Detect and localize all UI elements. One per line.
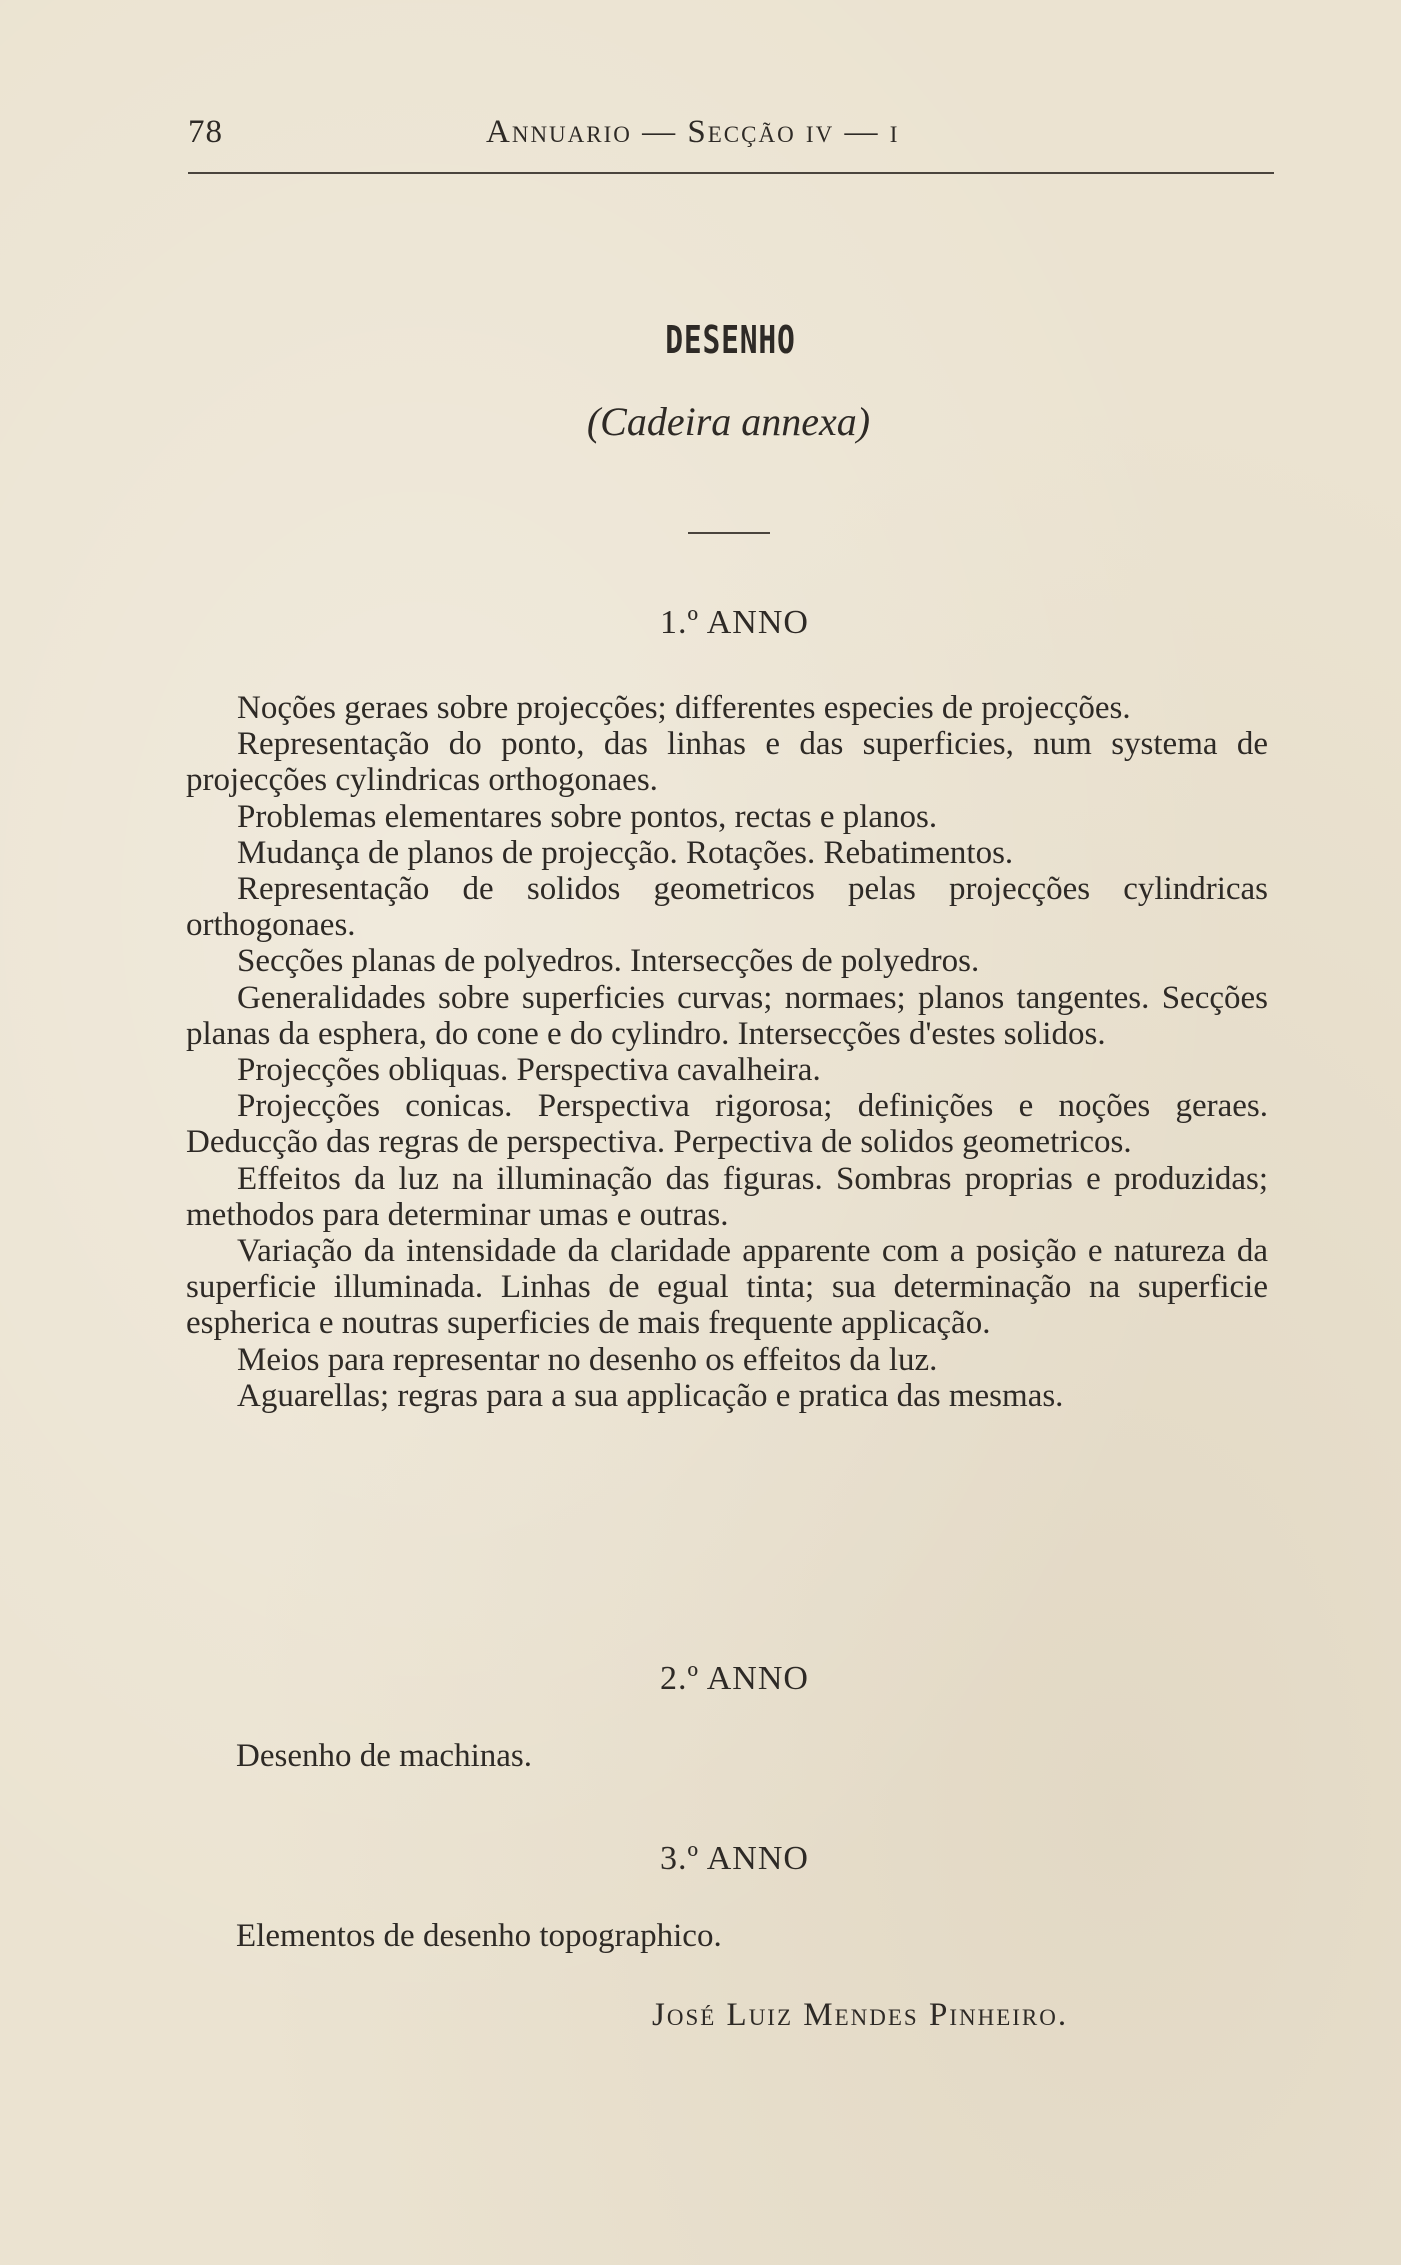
paragraph: Projecções conicas. Perspectiva rigorosa; definições e noções geraes. Deducção das regras de perspectiva. Perpectiva de solidos geometricos. [186,1088,1268,1161]
page-subtitle: (Cadeira annexa) [586,399,871,444]
running-head: Annuario — Secção iv — i [486,114,900,150]
paragraph: Projecções obliquas. Perspectiva cavalheira. [237,1052,821,1089]
header-rule [188,172,1274,174]
page-header [188,108,1274,168]
author-signature: José Luiz Mendes Pinheiro. [652,1997,1069,2033]
year-1-syllabus [186,690,1268,1414]
paragraph: Secções planas de polyedros. Intersecções de polyedros. [237,943,980,980]
paragraph: Aguarellas; regras para a sua applicação e pratica das mesmas. [237,1377,1064,1414]
paragraph: Generalidades sobre superficies curvas; normaes; planos tangentes. Secções planas da esphera, do cone e do cylindro. Intersecções d'estes solidos. [186,979,1268,1052]
year-heading-2: 2.º ANNO [660,1660,809,1697]
section-divider [688,532,770,534]
paragraph: Representação do ponto, das linhas e das superficies, num systema de projecções cylindricas orthogonaes. [186,726,1268,799]
year-3-syllabus: Elementos de desenho topographico. [236,1918,722,1954]
paragraph: Problemas elementares sobre pontos, rectas e planos. [237,798,938,835]
paragraph: Effeitos da luz na illuminação das figuras. Sombras proprias e produzidas; methodos para determinar umas e outras. [186,1160,1268,1233]
paragraph: Noções geraes sobre projecções; differentes especies de projecções. [237,690,1131,726]
page-title: DESENHO [665,318,796,362]
year-2-syllabus: Desenho de machinas. [236,1738,532,1774]
paragraph: Variação da intensidade da claridade apparente com a posição e natureza da superficie illuminada. Linhas de egual tinta; sua determinação na superficie espherica e noutras superficies de mais frequente applicação. [186,1233,1268,1342]
page-number: 78 [188,114,223,150]
year-heading-1: 1.º ANNO [660,604,809,641]
paragraph: Meios para representar no desenho os effeitos da luz. [237,1341,938,1378]
year-heading-3: 3.º ANNO [660,1840,809,1877]
paragraph: Representação de solidos geometricos pelas projecções cylindricas orthogonaes. [186,871,1268,944]
paragraph: Mudança de planos de projecção. Rotações. Rebatimentos. [237,834,1014,871]
